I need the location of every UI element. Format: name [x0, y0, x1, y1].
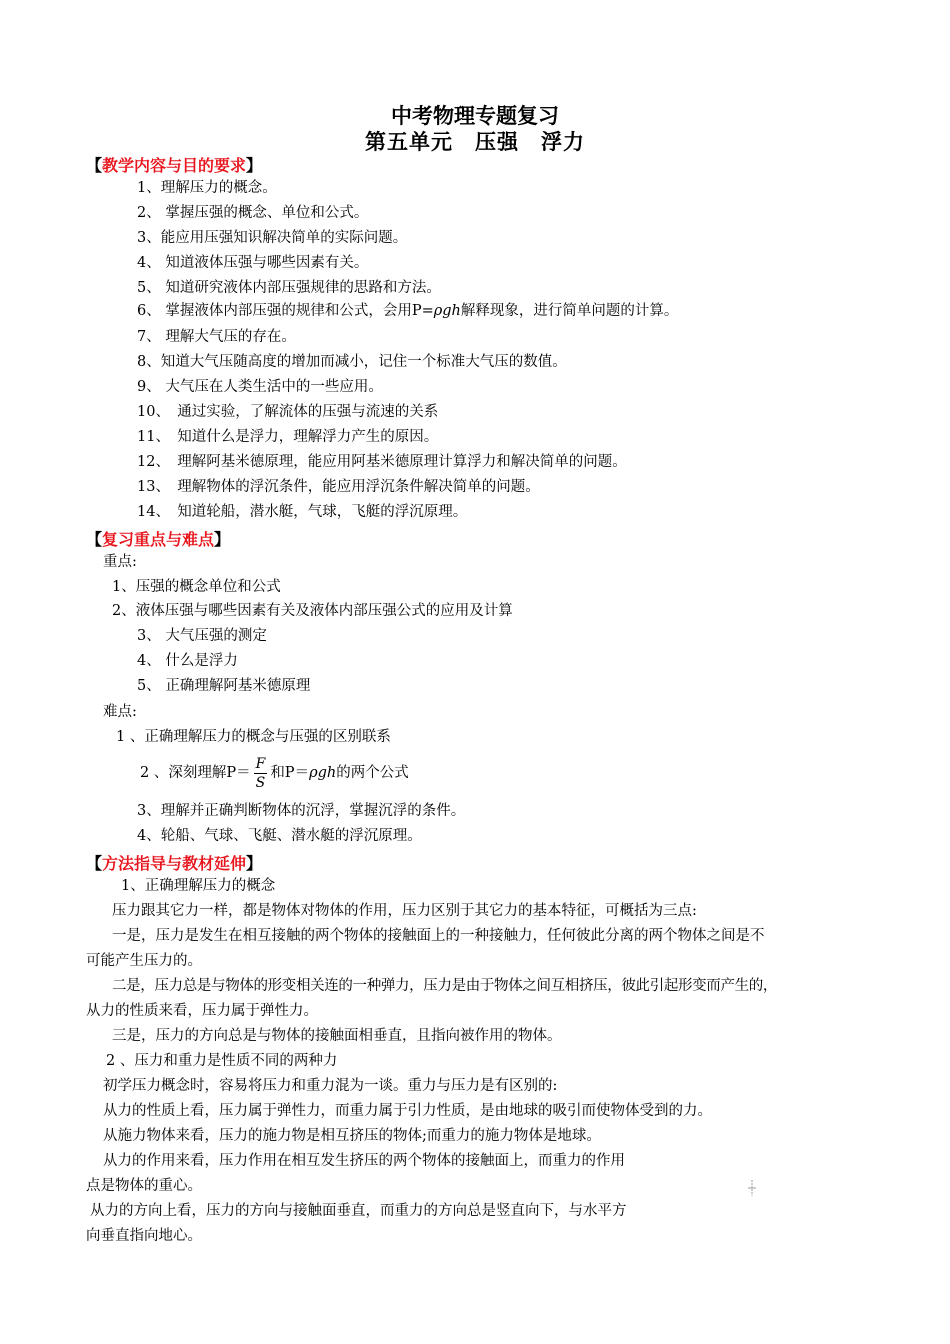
- paragraph-line: 从施力物体来看，压力的施力物是相互挤压的物体;而重力的施力物体是地球。: [103, 1128, 601, 1144]
- list-item: 3、能应用压强知识解决简单的实际问题。: [137, 230, 408, 246]
- paragraph-line: 点是物体的重心。: [86, 1178, 202, 1194]
- section-heading-methods: 【方法指导与教材延伸】: [86, 854, 263, 873]
- list-item: 3、理解并正确判断物体的沉浮，掌握沉浮的条件。: [137, 803, 466, 819]
- list-item: 4、 什么是浮力: [137, 653, 238, 669]
- formula-line: 2 、深刻理解P＝ $\frac{F}{S}$ 和P＝ρgh的两个公式: [140, 755, 409, 791]
- paragraph-line: 2 、压力和重力是性质不同的两种力: [106, 1053, 338, 1069]
- section-heading-objectives: 【教学内容与目的要求】: [86, 156, 263, 175]
- subheading: 重点:: [103, 554, 137, 570]
- list-item: 1、理解压力的概念。: [137, 180, 277, 196]
- list-item: 14、 知道轮船，潜水艇，气球，飞艇的浮沉原理。: [137, 504, 468, 520]
- paragraph-line: 1、正确理解压力的概念: [121, 878, 276, 894]
- list-item: 10、 通过实验，了解流体的压强与流速的关系: [137, 404, 439, 420]
- unit-title: 第五单元 压强 浮力: [365, 130, 585, 154]
- list-item: 2、液体压强与哪些因素有关及液体内部压强公式的应用及计算: [112, 603, 513, 619]
- list-item: 7、 理解大气压的存在。: [137, 329, 296, 345]
- list-item: 12、 理解阿基米德原理，能应用阿基米德原理计算浮力和解决简单的问题。: [137, 454, 627, 470]
- list-item: 2、 掌握压强的概念、单位和公式。: [137, 205, 369, 221]
- list-item: 5、 正确理解阿基米德原理: [137, 678, 311, 694]
- paragraph-line: 可能产生压力的。: [86, 953, 202, 969]
- list-item: 4、轮船、气球、飞艇、潜水艇的浮沉原理。: [137, 828, 422, 844]
- paragraph-line: 初学压力概念时，容易将压力和重力混为一谈。重力与压力是有区别的:: [103, 1078, 558, 1094]
- list-item: 11、 知道什么是浮力，理解浮力产生的原因。: [137, 429, 439, 445]
- list-item: 9、 大气压在人类生活中的一些应用。: [137, 379, 383, 395]
- list-item: 5、 知道研究液体内部压强规律的思路和方法。: [137, 280, 441, 296]
- fraction-f-over-s: $\frac{F}{S}$: [255, 755, 266, 791]
- paragraph-line: 一是，压力是发生在相互接触的两个物体的接触面上的一种接触力，任何彼此分离的两个物体之间是不: [112, 928, 765, 944]
- list-item: 6、 掌握液体内部压强的规律和公式，会用P=ρgh解释现象，进行简单问题的计算。: [137, 303, 679, 319]
- list-item: 1 、正确理解压力的概念与压强的区别联系: [116, 729, 391, 745]
- section-heading-key-points: 【复习重点与难点】: [86, 530, 231, 549]
- paragraph-line: 从力的性质来看，压力属于弹性力。: [86, 1003, 318, 1019]
- list-item: 13、 理解物体的浮沉条件，能应用浮沉条件解决简单的问题。: [137, 479, 540, 495]
- paragraph-line: 向垂直指向地心。: [86, 1228, 202, 1244]
- list-item: 8、知道大气压随高度的增加而减小，记住一个标准大气压的数值。: [137, 354, 567, 370]
- paragraph-line: 二是，压力总是与物体的形变相关连的一种弹力，压力是由于物体之间互相挤压，彼此引起形变而产生的，: [112, 978, 778, 994]
- paragraph-line: 三是，压力的方向总是与物体的接触面相垂直，且指向被作用的物体。: [112, 1028, 562, 1044]
- document-title: 中考物理专题复习: [391, 104, 559, 128]
- paragraph-line: 从力的方向上看，压力的方向与接触面垂直，而重力的方向总是竖直向下，与水平方: [90, 1203, 627, 1219]
- list-item: 1、压强的概念单位和公式: [112, 579, 281, 595]
- list-item: 4、 知道液体压强与哪些因素有关。: [137, 255, 369, 271]
- paragraph-line: 压力跟其它力一样，都是物体对物体的作用，压力区别于其它力的基本特征，可概括为三点:: [112, 903, 697, 919]
- paragraph-line: 从力的性质上看，压力属于弹性力，而重力属于引力性质，是由地球的吸引而使物体受到的力。: [103, 1103, 712, 1119]
- paragraph-line: 从力的作用来看，压力作用在相互发生挤压的两个物体的接触面上，而重力的作用: [103, 1153, 625, 1169]
- anchor-mark-icon: [747, 1179, 757, 1197]
- subheading: 难点:: [103, 704, 137, 720]
- list-item: 3、 大气压强的测定: [137, 628, 267, 644]
